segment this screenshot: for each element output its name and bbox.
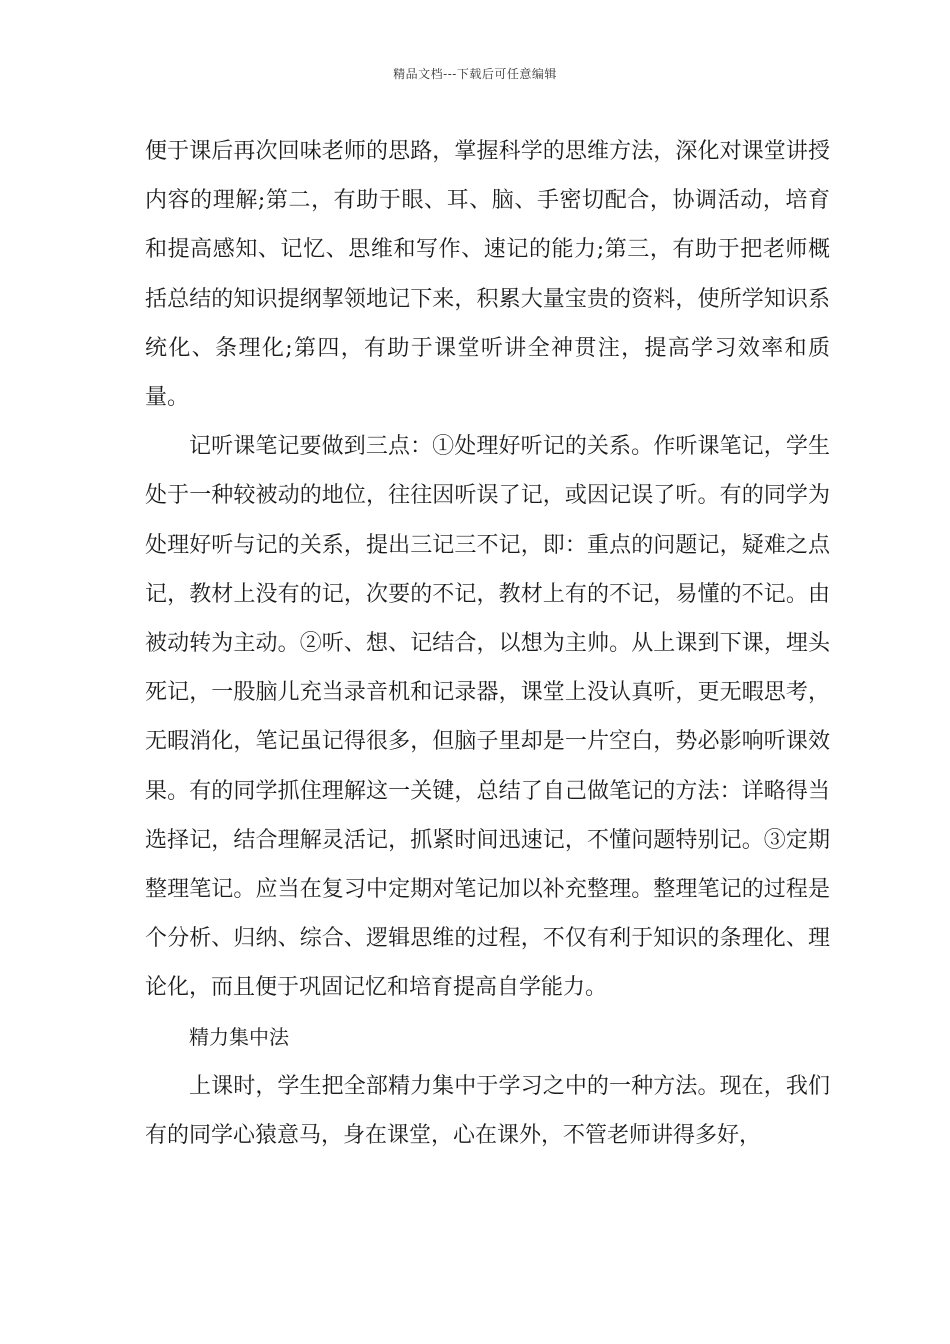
paragraph-1: 便于课后再次回味老师的思路，掌握科学的思维方法，深化对课堂讲授内容的理解;第二，有助于眼、耳、脑、手密切配合，协调活动，培育和提高感知、记忆、思维和写作、速记的能力;第三，有助于把老师概括总结的知识提纲挈领地记下来，积累大量宝贵的资料，使所学知识系统化、条理化;第四，有助于课堂听讲全神贯注，提高学习效率和质量。 bbox=[145, 139, 830, 411]
page-header: 精品文档---下载后可任意编辑 bbox=[393, 67, 557, 81]
section-heading: 精力集中法 bbox=[189, 1024, 289, 1049]
document-body bbox=[145, 127, 830, 1160]
paragraph-2: 记听课笔记要做到三点：①处理好听记的关系。作听课笔记，学生处于一种较被动的地位，往往因听误了记，或因记误了听。有的同学为处理好听与记的关系，提出三记三不记，即：重点的问题记，疑难之点记，教材上没有的记，次要的不记，教材上有的不记，易懂的不记。由被动转为主动。②听、想、记结合，以想为主帅。从上课到下课，埋头死记，一股脑儿充当录音机和记录器，课堂上没认真听，更无暇思考，无暇消化，笔记虽记得很多，但脑子里却是一片空白，势必影响听课效果。有的同学抓住理解这一关键，总结了自己做笔记的方法：详略得当选择记，结合理解灵活记，抓紧时间迅速记，不懂问题特别记。③定期整理笔记。应当在复习中定期对笔记加以补充整理。整理笔记的过程是个分析、归纳、综合、逻辑思维的过程，不仅有利于知识的条理化、理论化，而且便于巩固记忆和培育提高自学能力。 bbox=[145, 434, 830, 1001]
paragraph-3: 上课时，学生把全部精力集中于学习之中的一种方法。现在，我们有的同学心猿意马，身在课堂，心在课外，不管老师讲得多好， bbox=[145, 1073, 830, 1149]
